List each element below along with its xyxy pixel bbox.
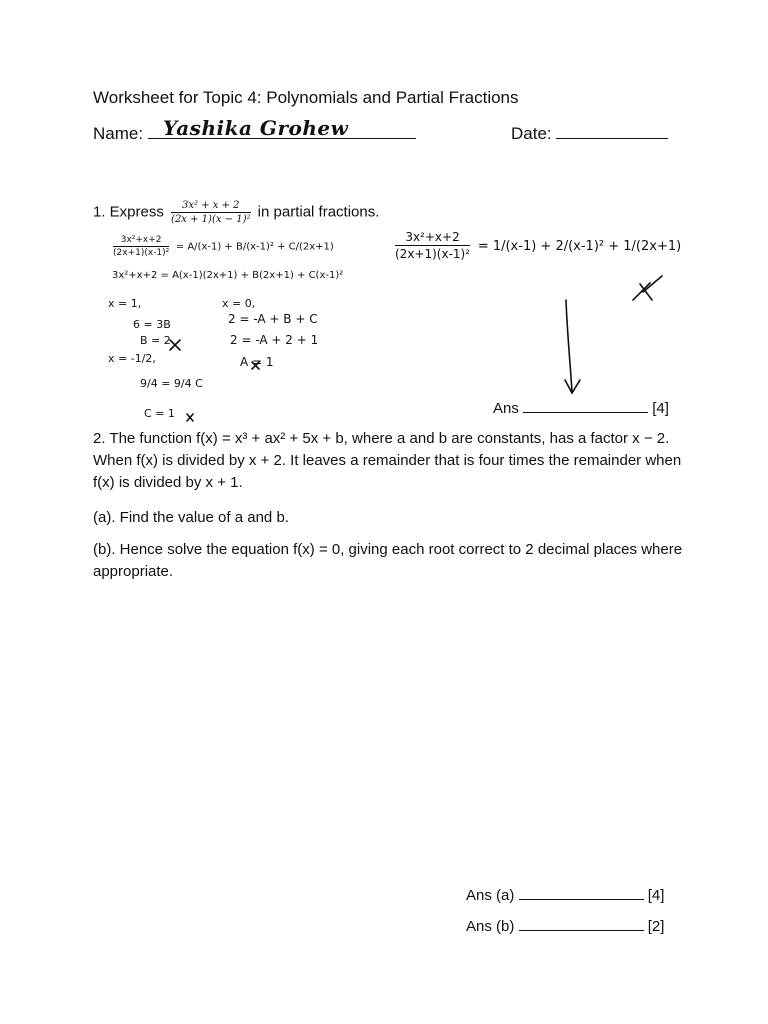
question-2-part-a: (a). Find the value of a and b. — [93, 509, 289, 526]
hw-setup-rhs: = A/(x-1) + B/(x-1)² + C/(2x+1) — [175, 241, 334, 253]
double-tick-icon — [633, 276, 662, 300]
worksheet-title: Worksheet for Topic 4: Polynomials and Partial Fractions — [93, 88, 519, 107]
student-name-handwritten: Yashika Grohew — [163, 116, 349, 140]
question-2-stem: 2. The function f(x) = x³ + ax² + 5x + b, where a and b are constants, has a factor x − 2. When f(x) is divided by x + 2. It leaves a remainder that is four times the remainder when f(x) is divided by x + 1. — [93, 430, 682, 491]
q1-answer-blank[interactable] — [523, 398, 648, 413]
hw-x0-eq2: 2 = -A + 2 + 1 — [230, 333, 319, 347]
hw-xhalf-eq: 9/4 = 9/4 C — [140, 377, 203, 390]
hw-final-num: 3x²+x+2 — [395, 230, 470, 246]
q2b-ans-label: Ans (b) — [466, 918, 515, 935]
question-2-part-b: (b). Hence solve the equation f(x) = 0, giving each root correct to 2 decimal places where appropriate. — [93, 541, 683, 580]
q2a-marks: [4] — [647, 887, 665, 904]
cross-mark-icon — [187, 414, 193, 421]
q2a-ans-label: Ans (a) — [466, 887, 515, 904]
hw-x1-result: B = 2 — [140, 334, 171, 347]
q1-suffix: in partial fractions. — [257, 203, 380, 221]
q1-fraction-denominator: (2x + 1)(x − 1)² — [171, 214, 251, 225]
hw-final-rhs: = 1/(x-1) + 2/(x-1)² + 1/(2x+1) — [477, 239, 682, 254]
name-label: Name: — [93, 124, 144, 143]
hw-x1: x = 1, — [108, 297, 142, 310]
q1-ans-label: Ans — [493, 400, 519, 417]
hw-x0: x = 0, — [222, 297, 256, 310]
cross-mark-icon — [252, 362, 259, 369]
down-arrow-icon — [565, 300, 580, 393]
date-label: Date: — [511, 124, 552, 143]
hw-final-den: (2x+1)(x-1)² — [395, 247, 471, 261]
q2b-answer-row — [466, 916, 664, 935]
hw-xhalf: x = -1/2, — [108, 352, 156, 365]
hw-setup-num: 3x²+x+2 — [113, 235, 169, 247]
q1-answer-row — [493, 398, 669, 417]
q2a-answer-blank[interactable] — [519, 885, 644, 900]
q1-prefix: 1. Express — [93, 203, 164, 221]
hw-x0-result: A = 1 — [240, 355, 274, 369]
hw-x1-eq: 6 = 3B — [133, 318, 171, 331]
q1-fraction-numerator: 3x² + x + 2 — [171, 200, 250, 213]
q2b-marks: [2] — [647, 918, 665, 935]
q1-marks: [4] — [652, 400, 669, 417]
hw-xhalf-result: C = 1 — [144, 407, 175, 420]
q2b-answer-blank[interactable] — [519, 916, 644, 931]
q2a-answer-row — [466, 885, 664, 904]
cross-mark-icon — [170, 340, 180, 350]
hw-setup-den: (2x+1)(x-1)² — [113, 248, 170, 258]
hw-x0-eq1: 2 = -A + B + C — [228, 312, 318, 326]
hw-identity: 3x²+x+2 = A(x-1)(2x+1) + B(2x+1) + C(x-1)² — [112, 270, 344, 281]
